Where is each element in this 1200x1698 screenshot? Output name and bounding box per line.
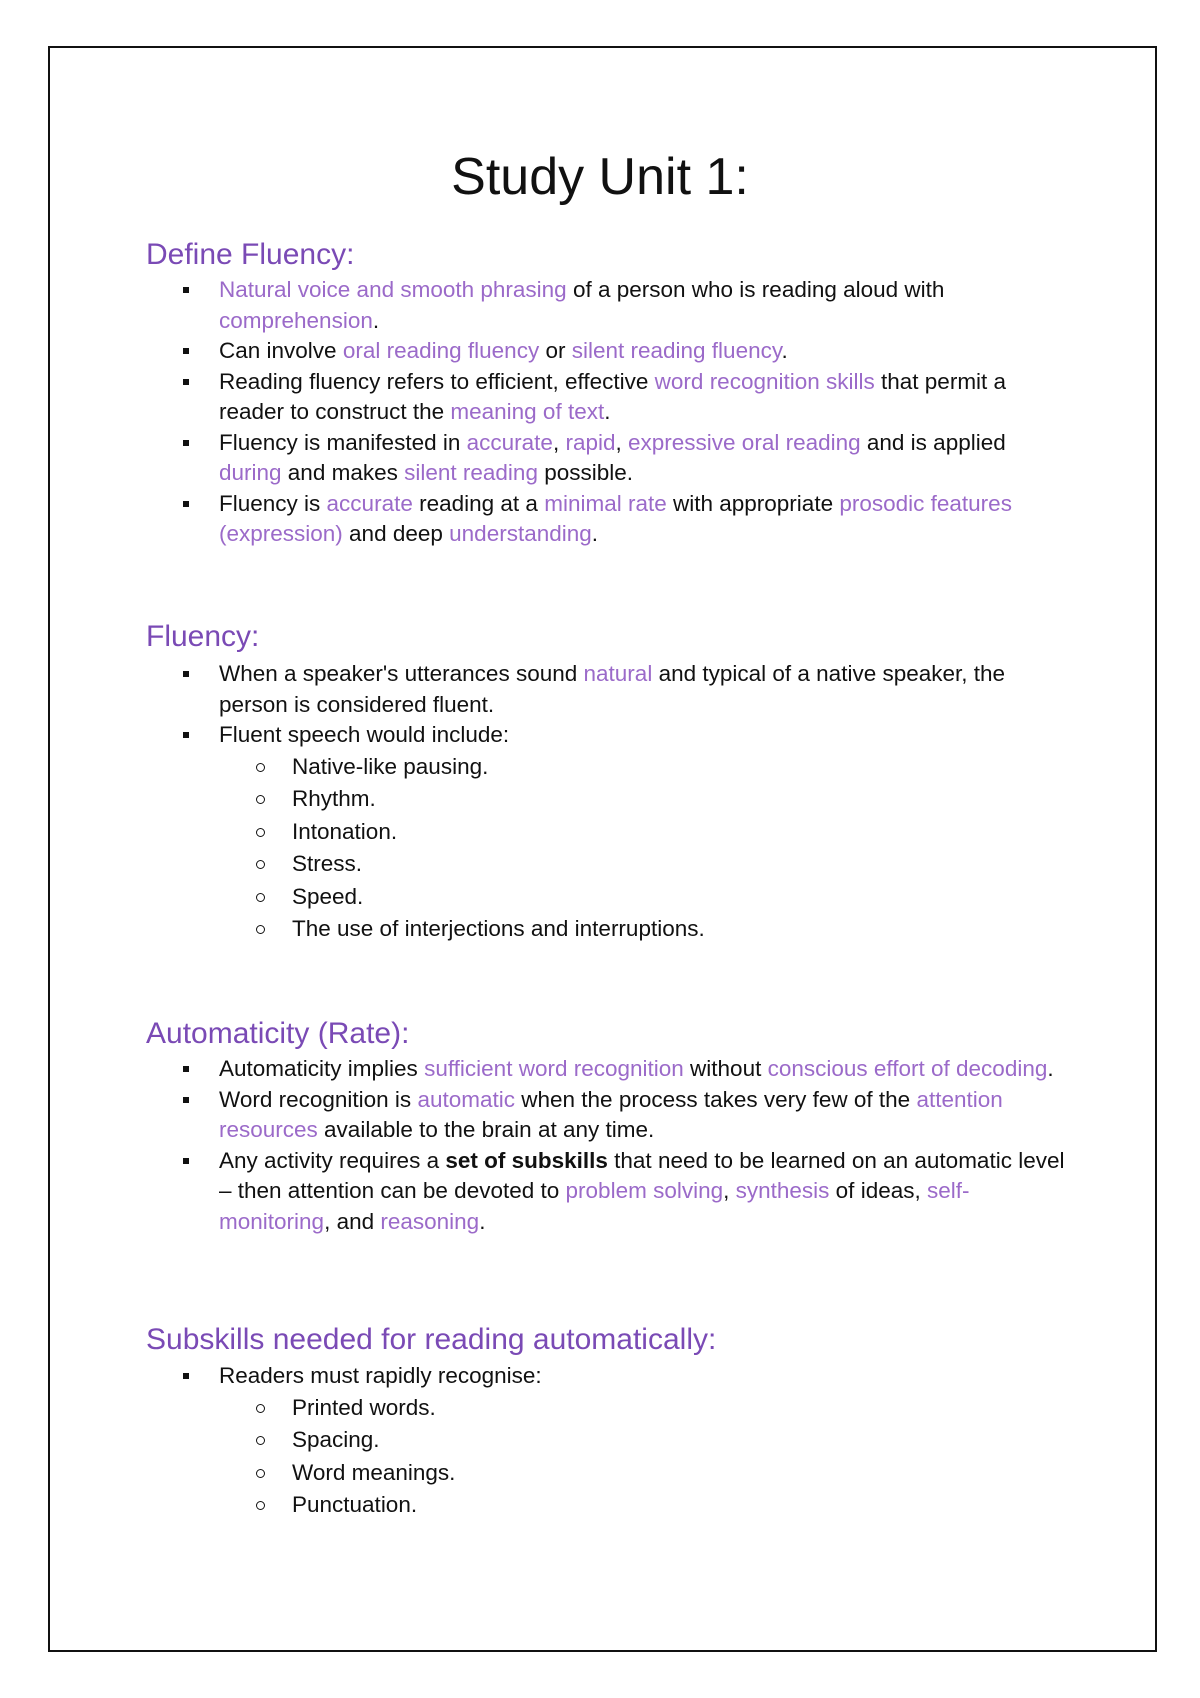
heading-fluency: Fluency: [146, 620, 260, 653]
list-item [0, 275, 1069, 336]
highlighted-term: minimal rate [544, 490, 667, 516]
circle-bullet-icon [256, 763, 265, 772]
sub-item-text: Word meanings. [292, 1459, 456, 1485]
sub-list-item [0, 848, 1200, 881]
list-automaticity [0, 1054, 1200, 1237]
highlighted-term: during [219, 460, 282, 485]
highlighted-term: natural [583, 661, 653, 686]
list-fluency [0, 659, 1200, 946]
list-item [0, 336, 1069, 367]
list-item [0, 720, 1069, 751]
item-text: with appropriate [666, 490, 840, 516]
list-item [0, 1085, 1069, 1146]
heading-subskills: Subskills needed for reading automatically: [146, 1323, 717, 1356]
circle-bullet-icon [256, 1469, 265, 1478]
square-bullet-icon [183, 287, 189, 293]
circle-bullet-icon [256, 828, 265, 837]
highlighted-term: understanding [449, 521, 592, 546]
sub-item-text: Printed words. [292, 1394, 436, 1420]
sub-list-item [0, 1424, 1200, 1457]
circle-bullet-icon [256, 893, 265, 902]
sub-list-item [0, 1392, 1200, 1425]
sub-list-item [0, 816, 1200, 849]
item-text: possible. [537, 460, 634, 485]
highlighted-term: accurate [326, 490, 413, 516]
square-bullet-icon [183, 379, 189, 385]
highlighted-term: oral reading fluency [342, 338, 540, 363]
square-bullet-icon [183, 501, 189, 507]
square-bullet-icon [183, 440, 189, 446]
list-item [0, 1146, 1069, 1238]
list-item [0, 367, 1069, 428]
page-title: Study Unit 1: [451, 148, 749, 206]
highlighted-term: accurate [466, 429, 553, 455]
highlighted-term: silent reading fluency [571, 338, 782, 363]
sub-item-text: Speed. [292, 883, 364, 909]
item-text: . [1047, 1056, 1054, 1081]
highlighted-term: self-monitoring [219, 1178, 970, 1234]
sub-list-item [0, 881, 1200, 914]
square-bullet-icon [183, 348, 189, 354]
highlighted-term: attention resources [219, 1086, 1003, 1142]
square-bullet-icon [183, 1158, 189, 1164]
circle-bullet-icon [256, 860, 265, 869]
list-subskills [0, 1361, 1200, 1522]
sub-item-text: The use of interjections and interruptions. [292, 916, 705, 941]
item-text: . [781, 338, 788, 363]
highlighted-term: sufficient word recognition [424, 1056, 684, 1081]
highlighted-term: expressive oral reading [628, 429, 861, 455]
sub-list-item [0, 751, 1200, 784]
item-text: , [552, 429, 566, 455]
item-text: . [591, 521, 599, 546]
circle-bullet-icon [256, 1436, 265, 1445]
item-text: Fluent speech would include: [219, 722, 510, 747]
sub-list-item [0, 783, 1200, 816]
highlighted-term: silent reading [404, 460, 538, 485]
item-text: of a person who is reading aloud with [566, 277, 945, 302]
item-text: when the process takes very few of the [515, 1086, 917, 1112]
square-bullet-icon [183, 1097, 189, 1103]
item-text: and deep [342, 521, 450, 546]
highlighted-term: Natural voice and smooth phrasing [219, 277, 567, 302]
item-text: . [479, 1208, 486, 1234]
sub-list-item [0, 1489, 1200, 1522]
list-item [0, 428, 1069, 489]
highlighted-term: conscious effort of decoding [767, 1056, 1048, 1081]
circle-bullet-icon [256, 925, 265, 934]
sub-item-text: Rhythm. [292, 786, 376, 811]
item-text: . [372, 307, 380, 333]
item-text: and makes [281, 460, 405, 485]
highlighted-term: comprehension [219, 307, 373, 333]
list-item [0, 1054, 1069, 1085]
heading-automaticity: Automaticity (Rate): [146, 1017, 410, 1050]
list-item [0, 489, 1069, 550]
sub-item-text: Intonation. [292, 818, 398, 844]
item-text: When a speaker's utterances sound [219, 661, 584, 686]
item-text: and is applied [860, 429, 1006, 455]
circle-bullet-icon [256, 795, 265, 804]
sub-item-text: Spacing. [292, 1427, 380, 1452]
circle-bullet-icon [256, 1404, 265, 1413]
list-define-fluency [0, 275, 1200, 550]
item-text: Any activity requires a [219, 1147, 446, 1173]
bold-term: set of subskills [445, 1147, 608, 1173]
item-text: without [683, 1056, 768, 1081]
list-item [0, 659, 1069, 720]
square-bullet-icon [183, 1066, 189, 1072]
heading-define-fluency: Define Fluency: [146, 238, 355, 271]
item-text: Automaticity implies [219, 1056, 425, 1081]
sub-item-text: Stress. [292, 851, 363, 876]
item-text: , [723, 1178, 736, 1203]
item-text: Reading fluency refers to efficient, effective [219, 368, 655, 394]
highlighted-term: rapid [565, 429, 616, 455]
highlighted-term: meaning of text [450, 399, 605, 424]
item-text: or [539, 338, 572, 363]
item-text: Can involve [219, 338, 343, 363]
sub-list-item [0, 913, 1200, 946]
highlighted-term: automatic [417, 1086, 515, 1112]
item-text: available to the brain at any time. [317, 1117, 655, 1142]
square-bullet-icon [183, 1373, 189, 1379]
sub-item-text: Native-like pausing. [292, 753, 489, 779]
item-text: reading at a [412, 490, 545, 516]
highlighted-term: prosodic features (expression) [219, 490, 1012, 546]
square-bullet-icon [183, 732, 189, 738]
item-text: Fluency is [219, 490, 327, 516]
sub-item-text: Punctuation. [292, 1492, 418, 1517]
highlighted-term: problem solving [565, 1178, 724, 1203]
item-text: Word recognition is [219, 1086, 418, 1112]
item-text: that permit a reader to construct the [219, 368, 1007, 424]
item-text: , [615, 429, 629, 455]
highlighted-term: reasoning [380, 1208, 480, 1234]
highlighted-term: synthesis [735, 1178, 830, 1203]
item-text: that need to be learned on an automatic level – then attention can be devoted to [219, 1147, 1065, 1203]
item-text: . [604, 399, 611, 424]
square-bullet-icon [183, 671, 189, 677]
item-text: of ideas, [829, 1178, 927, 1203]
item-text: Readers must rapidly recognise: [219, 1363, 542, 1388]
circle-bullet-icon [256, 1501, 265, 1510]
highlighted-term: word recognition skills [654, 368, 875, 394]
sub-list-item [0, 1457, 1200, 1490]
item-text: , and [324, 1208, 381, 1234]
list-item [0, 1361, 1069, 1392]
item-text: and typical of a native speaker, the person is considered fluent. [219, 661, 1006, 717]
item-text: Fluency is manifested in [219, 429, 467, 455]
